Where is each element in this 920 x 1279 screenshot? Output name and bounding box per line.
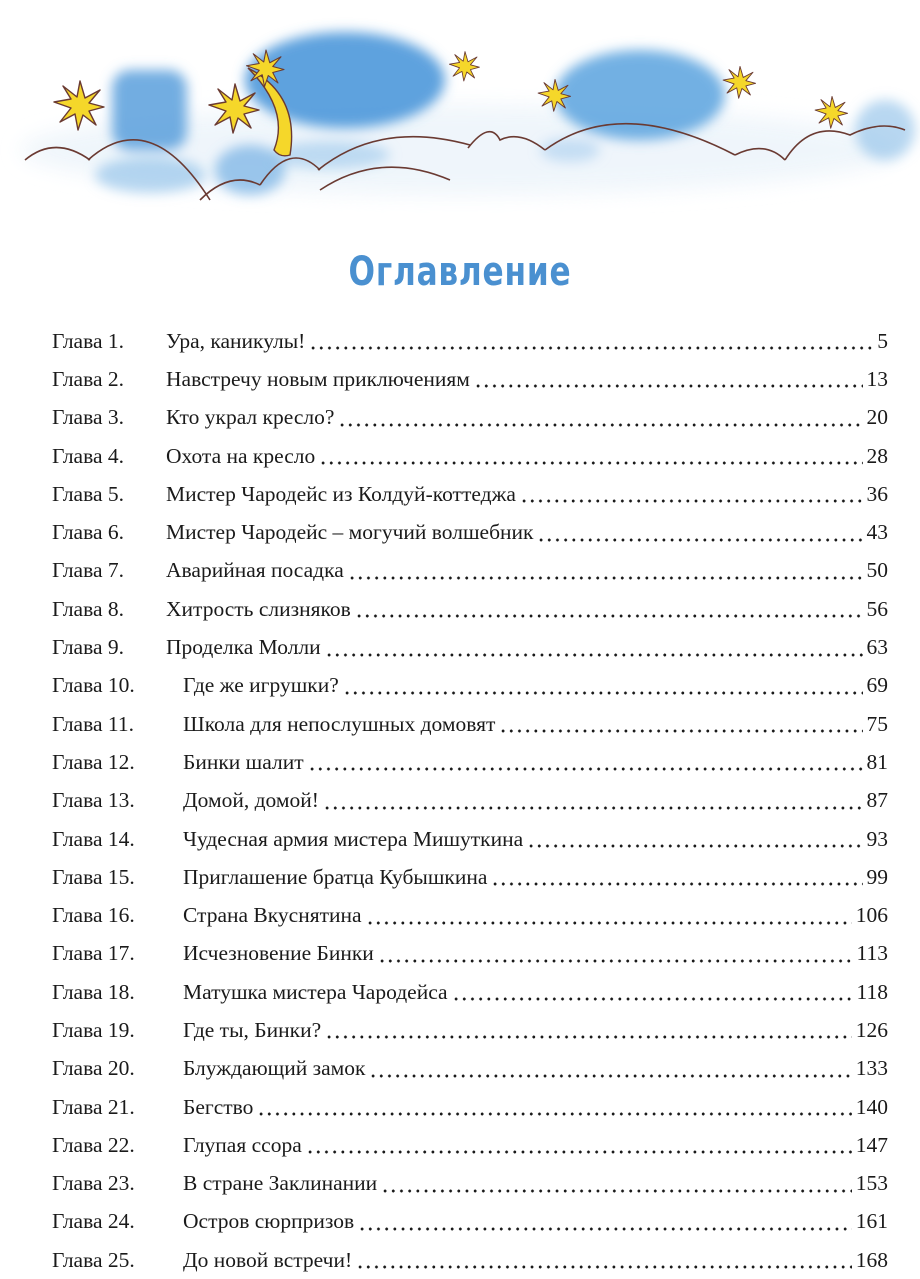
- chapter-title: Где же игрушки?: [183, 673, 339, 698]
- chapter-title: Аварийная посадка: [166, 558, 344, 583]
- chapter-title: Навстречу новым приключениям: [166, 366, 470, 391]
- dot-leader: [356, 1265, 852, 1269]
- dot-leader: [323, 806, 863, 810]
- chapter-label: Глава 8.: [52, 596, 124, 621]
- chapter-label: Глава 18.: [52, 979, 135, 1004]
- star-icon: [449, 52, 479, 81]
- chapter-title: Глупая ссора: [183, 1132, 302, 1157]
- chapter-label: Глава 19.: [52, 1017, 135, 1042]
- dot-leader: [308, 767, 863, 771]
- toc-entry[interactable]: [52, 322, 888, 360]
- chapter-title: Школа для непослушных домовят: [183, 711, 496, 736]
- dot-leader: [306, 1150, 852, 1154]
- toc-entry[interactable]: [52, 1126, 888, 1164]
- page-number: 99: [866, 864, 888, 889]
- chapter-title: Блуждающий замок: [183, 1056, 366, 1081]
- chapter-title: Приглашение братца Кубышкина: [183, 864, 488, 889]
- dot-leader: [309, 346, 873, 350]
- dot-leader: [381, 1189, 852, 1193]
- toc-entry[interactable]: [52, 552, 888, 590]
- toc-entry[interactable]: [52, 590, 888, 628]
- toc-entry[interactable]: [52, 820, 888, 858]
- dot-leader: [527, 844, 862, 848]
- toc-entry[interactable]: [52, 743, 888, 781]
- page-number: 69: [866, 673, 888, 698]
- chapter-label: Глава 24.: [52, 1209, 135, 1234]
- chapter-label: Глава 7.: [52, 558, 124, 583]
- page-number: 28: [866, 443, 888, 468]
- chapter-title: Охота на кресло: [166, 443, 316, 468]
- chapter-title: Где ты, Бинки?: [183, 1017, 322, 1042]
- chapter-label: Глава 22.: [52, 1132, 135, 1157]
- page-number: 133: [855, 1056, 888, 1081]
- chapter-label: Глава 16.: [52, 903, 135, 928]
- chapter-label: Глава 23.: [52, 1171, 135, 1196]
- toc-entry[interactable]: [52, 1241, 888, 1279]
- toc-entry[interactable]: [52, 628, 888, 666]
- dot-leader: [325, 653, 863, 657]
- page-number: 93: [866, 826, 888, 851]
- chapter-title: Хитрость слизняков: [166, 596, 351, 621]
- toc-entry[interactable]: [52, 399, 888, 437]
- page-number: 147: [855, 1132, 888, 1157]
- chapter-label: Глава 6.: [52, 520, 124, 545]
- toc-entry[interactable]: [52, 475, 888, 513]
- toc-entry[interactable]: [52, 935, 888, 973]
- dot-leader: [499, 729, 862, 733]
- dot-leader: [369, 1074, 851, 1078]
- toc-entry[interactable]: [52, 360, 888, 398]
- chapter-label: Глава 4.: [52, 443, 124, 468]
- chapter-label: Глава 25.: [52, 1247, 135, 1272]
- chapter-title: Бинки шалит: [183, 749, 304, 774]
- night-sky-illustration: [0, 0, 920, 215]
- star-icon: [723, 66, 756, 98]
- chapter-label: Глава 14.: [52, 826, 135, 851]
- chapter-label: Глава 12.: [52, 749, 135, 774]
- dot-leader: [474, 384, 863, 388]
- page-number: 20: [866, 405, 888, 430]
- toc-entry[interactable]: [52, 513, 888, 551]
- dot-leader: [537, 538, 862, 542]
- chapter-label: Глава 9.: [52, 635, 124, 660]
- chapter-label: Глава 3.: [52, 405, 124, 430]
- cloud-patch: [555, 50, 725, 140]
- page-number: 140: [855, 1094, 888, 1119]
- dot-leader: [366, 921, 852, 925]
- chapter-label: Глава 21.: [52, 1094, 135, 1119]
- toc-entry[interactable]: [52, 973, 888, 1011]
- page-number: 5: [877, 328, 888, 353]
- chapter-label: Глава 13.: [52, 788, 135, 813]
- page-number: 168: [855, 1247, 888, 1272]
- page-number: 13: [866, 366, 888, 391]
- chapter-label: Глава 2.: [52, 366, 124, 391]
- page-number: 81: [866, 749, 888, 774]
- chapter-title: Чудесная армия мистера Мишуткина: [183, 826, 524, 851]
- dot-leader: [257, 1112, 851, 1116]
- toc-entry[interactable]: [52, 896, 888, 934]
- page-number: 153: [855, 1171, 888, 1196]
- page-number: 87: [866, 788, 888, 813]
- cloud-patch: [112, 70, 187, 150]
- dot-leader: [343, 691, 863, 695]
- toc-entry[interactable]: [52, 1203, 888, 1241]
- chapter-title: До новой встречи!: [183, 1247, 353, 1272]
- page-number: 75: [866, 711, 888, 736]
- chapter-title: Проделка Молли: [166, 635, 321, 660]
- toc-entry[interactable]: [52, 1011, 888, 1049]
- chapter-label: Глава 17.: [52, 941, 135, 966]
- dot-leader: [491, 882, 862, 886]
- table-of-contents: [52, 322, 888, 1279]
- chapter-title: В стране Заклинании: [183, 1171, 378, 1196]
- star-icon: [815, 96, 848, 128]
- page-number: 113: [856, 941, 888, 966]
- page-number: 106: [855, 903, 888, 928]
- page-number: 161: [855, 1209, 888, 1234]
- dot-leader: [319, 461, 862, 465]
- page-number: 50: [866, 558, 888, 583]
- page-title: Оглавление: [348, 248, 572, 295]
- toc-entry[interactable]: [52, 437, 888, 475]
- chapter-title: Страна Вкуснятина: [183, 903, 362, 928]
- chapter-label: Глава 15.: [52, 864, 135, 889]
- chapter-label: Глава 10.: [52, 673, 135, 698]
- chapter-label: Глава 11.: [52, 711, 134, 736]
- chapter-title: Домой, домой!: [183, 788, 319, 813]
- chapter-title: Исчезновение Бинки: [183, 941, 374, 966]
- page-number: 43: [866, 520, 888, 545]
- chapter-label: Глава 20.: [52, 1056, 135, 1081]
- page-number: 63: [866, 635, 888, 660]
- dot-leader: [338, 423, 862, 427]
- dot-leader: [520, 499, 863, 503]
- dot-leader: [378, 959, 853, 963]
- chapter-label: Глава 1.: [52, 328, 124, 353]
- toc-entry[interactable]: [52, 667, 888, 705]
- dot-leader: [348, 576, 863, 580]
- page-number: 56: [866, 596, 888, 621]
- dot-leader: [325, 1035, 852, 1039]
- dot-leader: [358, 1227, 852, 1231]
- chapter-title: Остров сюрпризов: [183, 1209, 355, 1234]
- chapter-title: Мистер Чародейс – могучий волшебник: [166, 520, 534, 545]
- toc-entry[interactable]: [52, 1088, 888, 1126]
- dot-leader: [355, 614, 863, 618]
- page-number: 126: [855, 1017, 888, 1042]
- chapter-title: Мистер Чародейс из Колдуй-коттеджа: [166, 481, 516, 506]
- chapter-title: Кто украл кресло?: [166, 405, 335, 430]
- page-number: 118: [856, 979, 888, 1004]
- toc-entry[interactable]: [52, 858, 888, 896]
- toc-entry[interactable]: [52, 782, 888, 820]
- dot-leader: [452, 997, 853, 1001]
- page-number: 36: [866, 481, 888, 506]
- chapter-title: Матушка мистера Чародейса: [183, 979, 448, 1004]
- toc-entry[interactable]: [52, 1050, 888, 1088]
- chapter-label: Глава 5.: [52, 481, 124, 506]
- star-icon: [54, 81, 104, 130]
- chapter-title: Бегство: [183, 1094, 254, 1119]
- toc-entry[interactable]: [52, 1165, 888, 1203]
- chapter-title: Ура, каникулы!: [166, 328, 306, 353]
- toc-entry[interactable]: [52, 705, 888, 743]
